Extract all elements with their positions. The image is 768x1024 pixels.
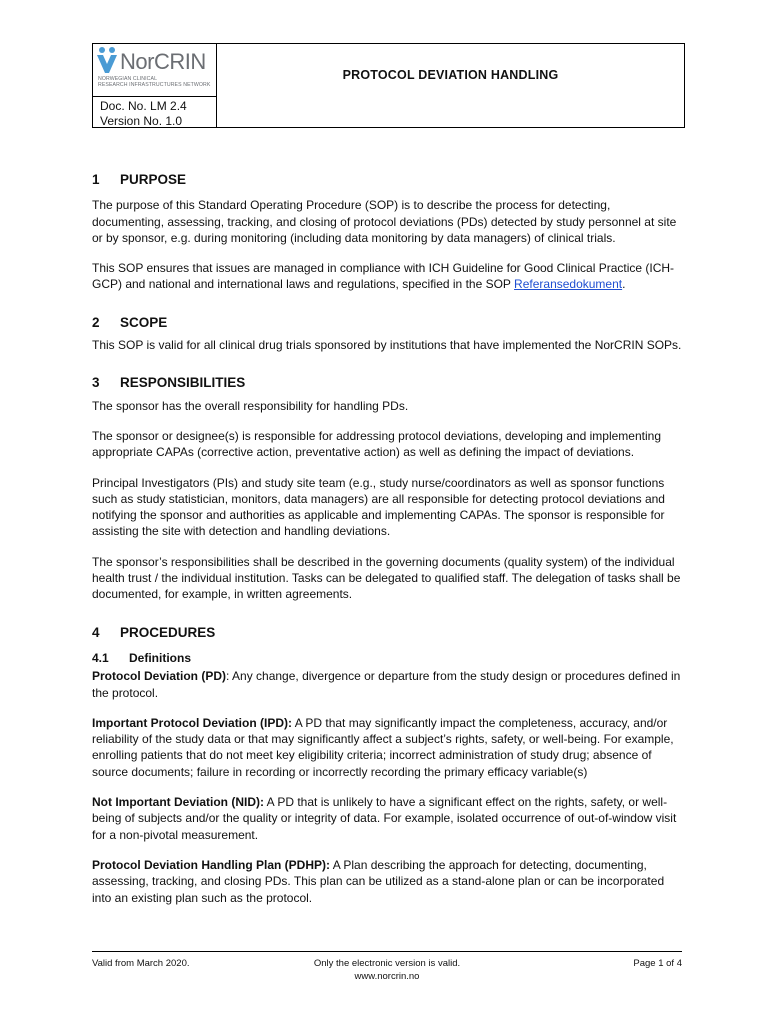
definition-item [92, 857, 682, 906]
norcrin-figure-icon [95, 46, 121, 74]
document-header [92, 43, 685, 128]
section-title: RESPONSIBILITIES [120, 375, 246, 391]
norcrin-logo [95, 46, 215, 94]
definition-term: Protocol Deviation Handling Plan (PDHP): [92, 857, 331, 872]
subsection-title: Definitions [129, 650, 191, 665]
definition-item [92, 668, 682, 701]
paragraph [92, 260, 682, 293]
definition-text: A Plan describing the approach for detecting, documenting, assessing, tracking, and closing PDs. This plan can be utilized as a stand-alone plan or can be incorporated into an existing plan such as the protocol. [92, 857, 665, 905]
document-body [92, 172, 682, 906]
section-number: 4 [92, 624, 100, 640]
section-heading-procedures [92, 625, 682, 641]
paragraph: The sponsor’s responsibilities shall be described in the governing documents (quality system) of the individual health trust / the individual institution. Tasks can be delegated to qualified staff. The delegation of tasks shall be documented, for example, in written agreements. [92, 554, 681, 602]
definition-term: Important Protocol Deviation (IPD): [92, 715, 293, 730]
definition-item [92, 794, 682, 843]
subsection-heading-definitions [92, 650, 682, 666]
logo-subtitle-line-1: NORWEGIAN CLINICAL [98, 76, 158, 82]
section-number: 2 [92, 314, 100, 330]
paragraph-text: This SOP ensures that issues are managed in compliance with ICH Guideline for Good Clinical Practice (ICH-GCP) and national and international laws and regulations, specified in the SOP [92, 261, 675, 292]
doc-number: Doc. No. LM 2.4 [100, 99, 187, 113]
header-divider-vertical [216, 44, 217, 127]
paragraph: This SOP is valid for all clinical drug trials sponsored by institutions that have implemented the NorCRIN SOPs. [92, 338, 682, 353]
logo-subtitle [98, 76, 210, 88]
document-info [100, 99, 187, 128]
section-number: 1 [92, 172, 100, 187]
section-title: PROCEDURES [120, 624, 216, 640]
paragraph: The purpose of this Standard Operating Procedure (SOP) is to describe the process for detecting, documenting, assessing, tracking, and closing of protocol deviations (PDs) detected by study personnel at site or by sponsor, e.g. during monitoring (including data monitoring by data managers) of clinical trials. [92, 198, 677, 245]
footer-divider [92, 951, 682, 952]
paragraph: The sponsor or designee(s) is responsible for addressing protocol deviations, developing and implementing appropriate CAPAs (corrective action, preventative action) as well as defining the impact of deviations. [92, 428, 661, 460]
logo-wordmark: NorCRIN [120, 49, 206, 74]
version-number: Version No. 1.0 [100, 113, 183, 128]
section-heading-purpose [92, 172, 682, 188]
section-number: 3 [92, 375, 100, 391]
footer-website-link[interactable]: www.norcrin.no [354, 970, 420, 982]
footer-electronic-note: Only the electronic version is valid. [313, 958, 461, 969]
definition-term: Protocol Deviation (PD) [92, 669, 227, 684]
logo-subtitle-line-2: RESEARCH INFRASTRUCTURES NETWORK [98, 82, 211, 88]
referansedokument-link[interactable]: Referansedokument [514, 277, 623, 292]
paragraph: The sponsor has the overall responsibility for handling PDs. [92, 398, 409, 413]
footer-valid-from: Valid from March 2020. [92, 958, 190, 969]
definition-text: : Any change, divergence or departure from the study design or procedures defined in the protocol. [92, 669, 681, 700]
header-divider-horizontal [93, 96, 216, 97]
section-heading-responsibilities [92, 375, 682, 391]
definition-item [92, 715, 682, 780]
subsection-number: 4.1 [92, 650, 109, 665]
footer-center [92, 958, 682, 983]
definition-text: A PD that may significantly impact the completeness, accuracy, and/or reliability of the study data or that may significantly affect a subject’s rights, safety, or well-being. For example, enrolling patients that do not meet key eligibility criteria; incorrect administration of study drug; absence of source documents; failure in recording or incorrectly recording the primary efficacy variable(s) [92, 715, 674, 779]
footer-page-number: Page 1 of 4 [633, 958, 682, 969]
section-title: PURPOSE [120, 172, 187, 187]
definition-text: A PD that is unlikely to have a significant effect on the rights, safety, or well-being of subjects and/or the quality or integrity of data. For example, isolated occurrence of out-of-window visit for a non-pivotal measurement. [92, 795, 677, 842]
definition-term: Not Important Deviation (NID): [92, 795, 264, 810]
section-heading-scope [92, 315, 682, 331]
paragraph-text: . [622, 277, 626, 292]
section-title: SCOPE [120, 314, 168, 330]
document-title: PROTOCOL DEVIATION HANDLING [342, 68, 559, 82]
paragraph: Principal Investigators (PIs) and study site team (e.g., study nurse/coordinators as well as sponsor functions such as study statistician, monitors, data managers) are all responsible for detecting protocol deviations and notifying the sponsor and authorities as applicable and implementing CAPAs. The sponsor is responsible for assisting the site with detection and handling deviations. [92, 475, 665, 539]
